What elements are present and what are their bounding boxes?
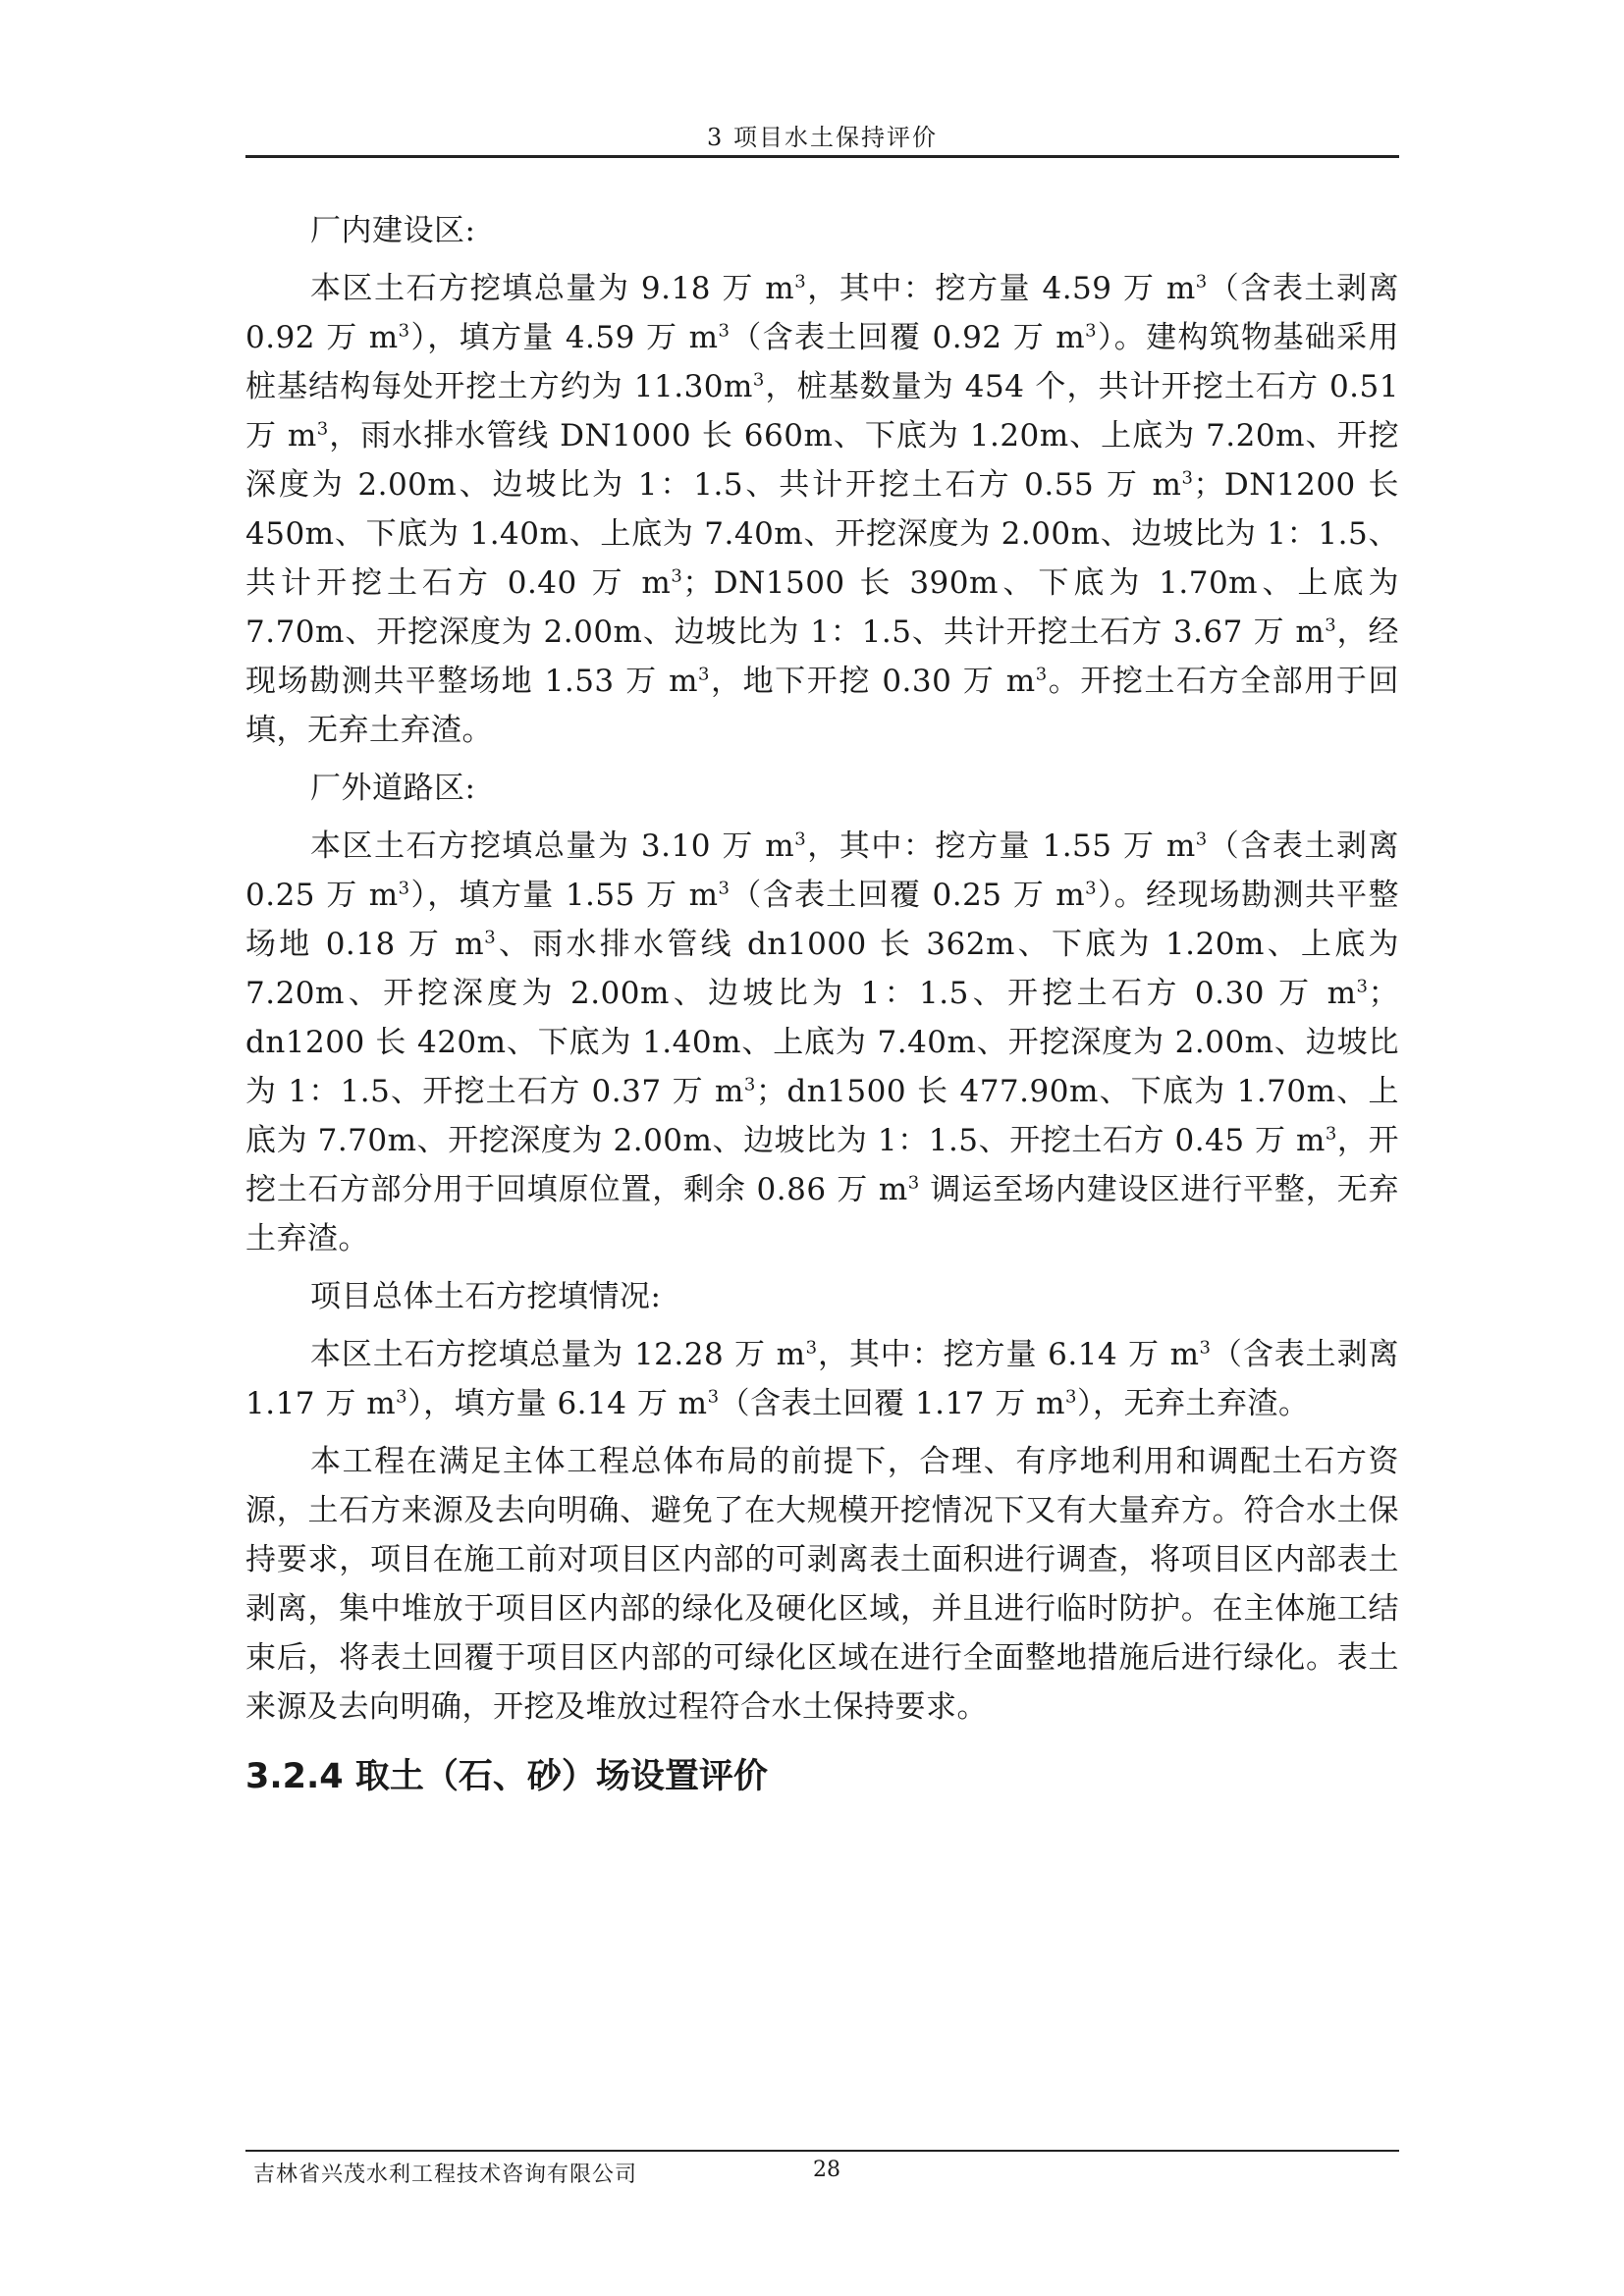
section-heading: 3.2.4 取土（石、砂）场设置评价 [245, 1757, 768, 1796]
page-number: 28 [813, 2158, 840, 2182]
footer-divider [245, 2150, 1399, 2152]
footer-company: 吉林省兴茂水利工程技术咨询有限公司 [253, 2163, 638, 2187]
page-header-title: 3 项目水土保持评价 [707, 124, 938, 151]
paragraph-road-earthwork: 本区土石方挖填总量为 3.10 万 $m^3$，其中：挖方量 1.55 万 $m^3$（含表土剥离 0.25 万 $m^3$），填方量 1.55 万 $m^3$（含表土回覆 0.25 万 $m^3$）。经现场勘测共平整场地 0.18 万 $m^3$、雨水排水管线 dn1000 长 362m、下底为 1.20m、上底为 7.20m、开挖深度为 2.00m、边坡比为 1：1.5、开挖土石方 0.30 万 $m^3$；dn1200 长 420m、下底为 1.40m、上底为 7.40m、开挖深度为 2.00m、边坡比为 1：1.5、开挖土石方 0.37 万 $m^3$；dn1500 长 477.90m、下底为 1.70m、上底为 7.70m、开挖深度为 2.00m、边坡比为 1：1.5、开挖土石方 0.45 万 $m^3$，开挖土石方部分用于回填原位置，剩余 0.86 万 $m^3$ 调运至场内建设区进行平整，无弃土弃渣。 [245, 828, 1400, 1256]
subheading-external-road-area: 厂外道路区: [310, 771, 476, 806]
paragraph-plant-earthwork: 本区土石方挖填总量为 9.18 万 $m^3$，其中：挖方量 4.59 万 $m^3$（含表土剥离 0.92 万 $m^3$），填方量 4.59 万 $m^3$（含表土回覆 0.92 万 $m^3$）。建构筑物基础采用桩基结构每处开挖土方约为 $11.30m^3$，桩基数量为 454 个，共计开挖土石方 0.51 万 $m^3$，雨水排水管线 DN1000 长 660m、下底为 1.20m、上底为 7.20m、开挖深度为 2.00m、边坡比为 1：1.5、共计开挖土石方 0.55 万 $m^3$；DN1200 长 450m、下底为 1.40m、上底为 7.40m、开挖深度为 2.00m、边坡比为 1：1.5、共计开挖土石方 0.40 万 $m^3$；DN1500 长 390m、下底为 1.70m、上底为 7.70m、开挖深度为 2.00m、边坡比为 1：1.5、共计开挖土石方 3.67 万 $m^3$，经现场勘测共平整场地 1.53 万 $m^3$，地下开挖 0.30 万 $m^3$。开挖土石方全部用于回填，无弃土弃渣。 [245, 271, 1400, 748]
paragraph-overall-earthwork: 本区土石方挖填总量为 12.28 万 $m^3$，其中：挖方量 6.14 万 $m^3$（含表土剥离 1.17 万 $m^3$），填方量 6.14 万 $m^3$（含表土回覆 1.17 万 $m^3$），无弃土弃渣。 [245, 1337, 1400, 1421]
subheading-plant-construction-area: 厂内建设区: [310, 213, 476, 248]
header-divider [245, 155, 1399, 158]
document-body [245, 206, 1399, 1804]
paragraph-evaluation: 本工程在满足主体工程总体布局的前提下，合理、有序地利用和调配土石方资源，土石方来源及去向明确、避免了在大规模开挖情况下又有大量弃方。符合水土保持要求，项目在施工前对项目区内部的可剥离表土面积进行调查，将项目区内部表土剥离，集中堆放于项目区内部的绿化及硬化区域，并且进行临时防护。在主体施工结束后，将表土回覆于项目区内部的可绿化区域在进行全面整地措施后进行绿化。表土来源及去向明确，开挖及堆放过程符合水土保持要求。 [245, 1444, 1399, 1725]
subheading-overall-earthwork: 项目总体土石方挖填情况: [310, 1279, 662, 1314]
